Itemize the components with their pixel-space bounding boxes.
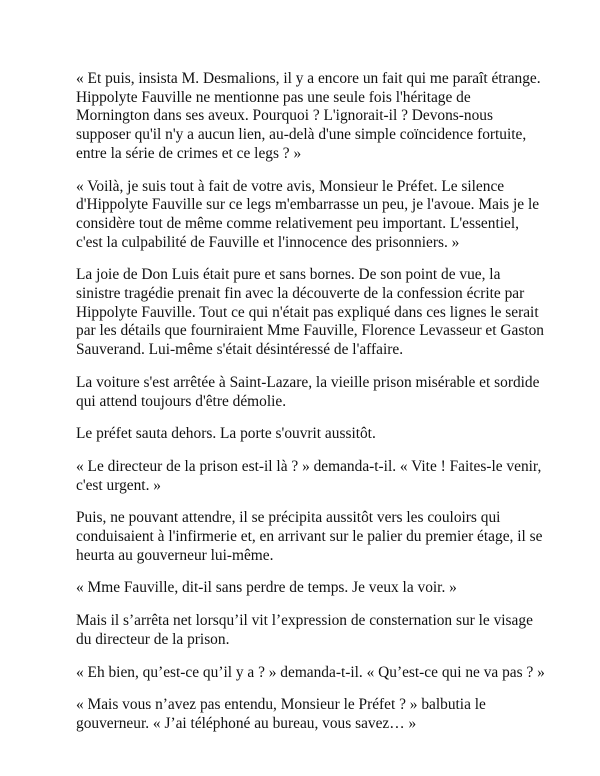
paragraph: « Voilà, je suis tout à fait de votre avis, Monsieur le Préfet. Le silence d'Hippolyte Fauville sur ce legs m'embarrasse un peu, je l'avoue. Mais je le considère tout de même comme relativement peu important. L'essentiel, c'est la culpabilité de Fauville et l'innocence des prisonniers. » [76,177,540,251]
paragraph: Mais il s’arrêta net lorsqu’il vit l’expression de consternation sur le visage du directeur de la prison. [76,612,533,648]
paragraph: Le préfet sauta dehors. La porte s'ouvrit aussitôt. [76,425,376,443]
paragraph: La joie de Don Luis était pure et sans bornes. De son point de vue, la sinistre tragédie prenait fin avec la découverte de la confession écrite par Hippolyte Fauville. Tout ce qui n'était pas expliqué dans ces lignes le serait par les détails que fourniraient Mme Fauville, Florence Levasseur et Gaston Sauverand. Lui-même s'était désintéressé de l'affaire. [76,266,544,359]
paragraph: « Eh bien, qu’est-ce qu’il y a ? » demanda-t-il. « Qu’est-ce qui ne va pas ? » [76,663,545,681]
paragraph: « Mme Fauville, dit-il sans perdre de temps. Je veux la voir. » [76,579,457,597]
paragraph: La voiture s'est arrêtée à Saint-Lazare, la vieille prison misérable et sordide qui attend toujours d'être démolie. [76,373,540,410]
document-body [76,70,546,748]
paragraph: « Mais vous n’avez pas entendu, Monsieur le Préfet ? » balbutia le gouverneur. « J’ai téléphoné au bureau, vous savez… » [76,696,486,732]
paragraph: « Et puis, insista M. Desmalions, il y a encore un fait qui me paraît étrange. Hippolyte Fauville ne mentionne pas une seule fois l'héritage de Mornington dans ses aveux. Pourquoi ? L'ignorait-il ? Devons-nous supposer qu'il n'y a aucun lien, au-delà d'une simple coïncidence fortuite, entre la série de crimes et ce legs ? » [76,70,541,162]
paragraph: Puis, ne pouvant attendre, il se précipita aussitôt vers les couloirs qui conduisaient à l'infirmerie et, en arrivant sur le palier du premier étage, il se heurta au gouverneur lui-même. [76,509,543,564]
paragraph: « Le directeur de la prison est-il là ? » demanda-t-il. « Vite ! Faites-le venir, c'est urgent. » [76,457,542,494]
